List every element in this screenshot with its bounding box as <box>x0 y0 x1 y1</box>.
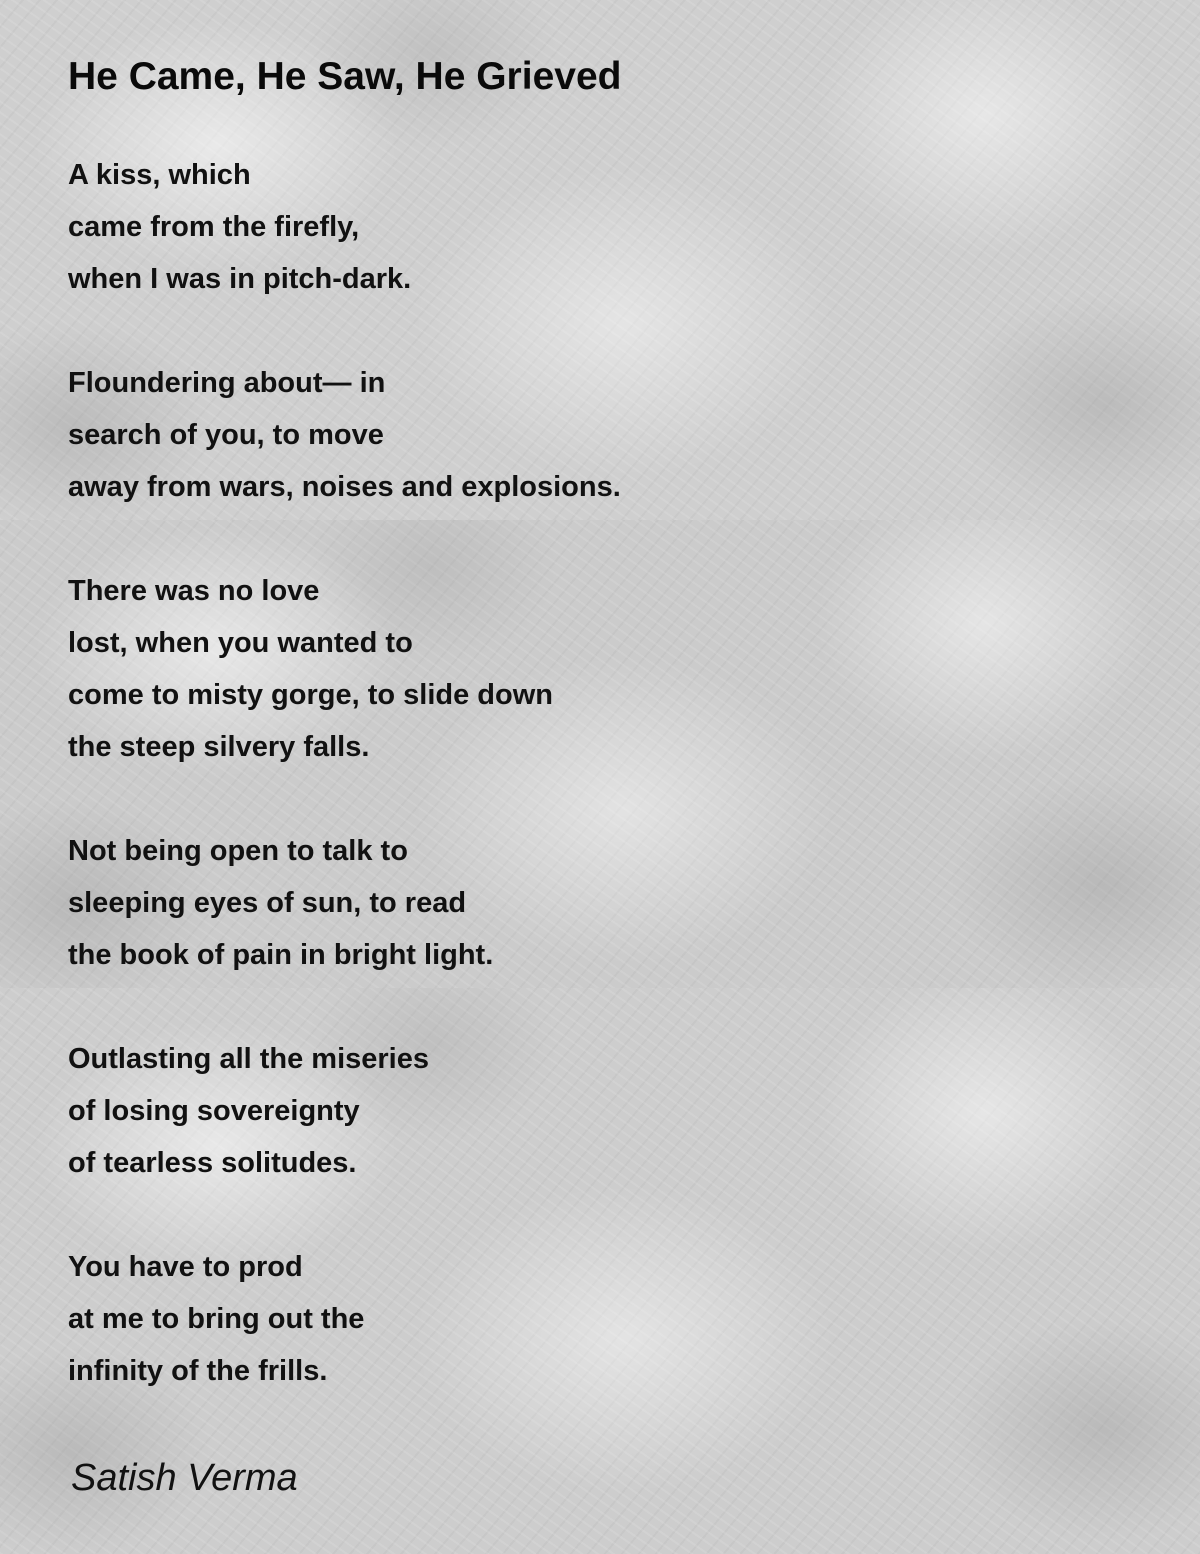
poem-body <box>68 149 621 1449</box>
poem-line: Not being open to talk to <box>68 835 408 867</box>
poem-line: come to misty gorge, to slide down <box>68 679 553 711</box>
poem-line: the steep silvery falls. <box>68 731 370 763</box>
poem-line: came from the firefly, <box>68 211 360 243</box>
poem-line: search of you, to move <box>68 419 384 451</box>
poem-title: He Came, He Saw, He Grieved <box>68 55 622 98</box>
poem-line: the book of pain in bright light. <box>68 939 494 971</box>
poem-line: away from wars, noises and explosions. <box>68 471 621 503</box>
stanza-2 <box>68 357 621 513</box>
poem-line: There was no love <box>68 575 320 607</box>
stanza-1 <box>68 149 621 305</box>
poem-line: sleeping eyes of sun, to read <box>68 887 467 919</box>
poem-line: Floundering about— in <box>68 367 386 399</box>
poem-line: A kiss, which <box>68 159 251 191</box>
poem-line: at me to bring out the <box>68 1303 365 1335</box>
poem-line: of losing sovereignty <box>68 1095 360 1127</box>
poem-line: Outlasting all the miseries <box>68 1043 429 1075</box>
stanza-5 <box>68 1033 621 1189</box>
poem-line: infinity of the frills. <box>68 1355 328 1387</box>
stanza-6 <box>68 1241 621 1397</box>
poem-line: when I was in pitch-dark. <box>68 263 412 295</box>
poem-author: Satish Verma <box>71 1457 298 1499</box>
poem-line: lost, when you wanted to <box>68 627 413 659</box>
poem-line: You have to prod <box>68 1251 303 1283</box>
poem-line: of tearless solitudes. <box>68 1147 357 1179</box>
stanza-3 <box>68 565 621 773</box>
stanza-4 <box>68 825 621 981</box>
